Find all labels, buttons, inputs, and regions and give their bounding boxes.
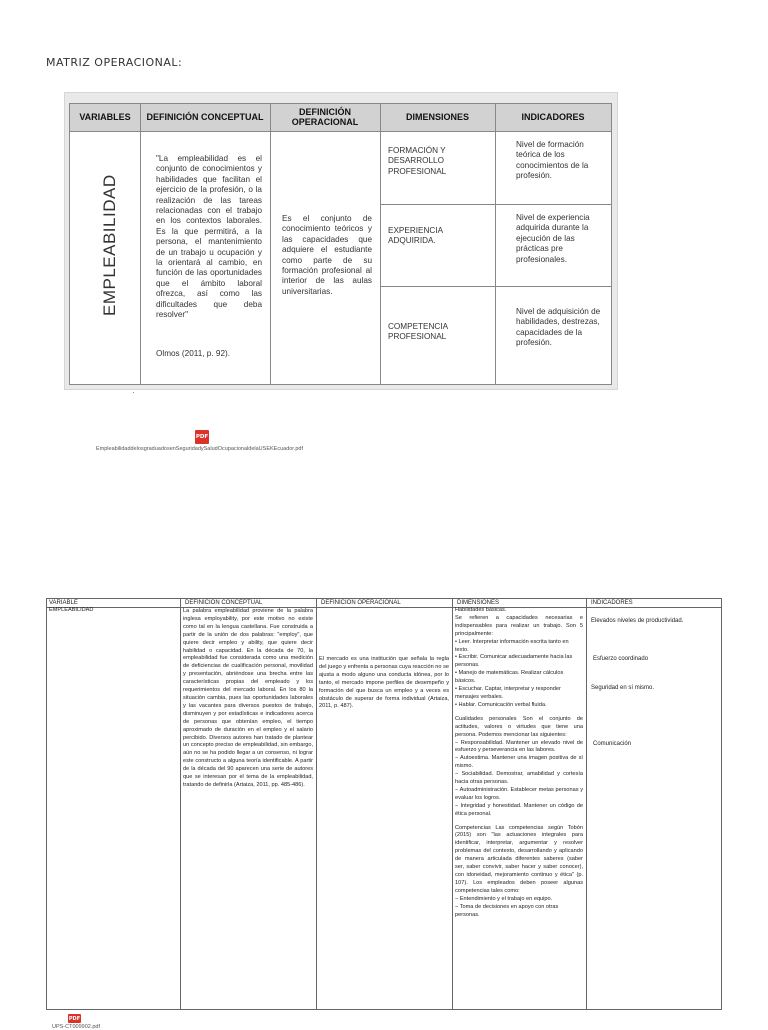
dim-item: • Escribir. Comunicar adecuadamente hacia las personas. <box>455 654 573 669</box>
indicator-experiencia: Nivel de experiencia adquirida durante la ejecución de las prácticas pre profesionales. <box>516 213 590 264</box>
variable-empleabilidad: EMPLEABILIDAD <box>100 174 119 316</box>
def-conceptual-citation: Olmos (2011, p. 92). <box>156 349 231 358</box>
indicator-competencia: Nivel de adquisición de habilidades, destrezas, capacidades de la profesión. <box>516 307 601 348</box>
dim-item: • Leer. Interpretar información escrita tanto en texto. <box>455 638 569 653</box>
dim-item: • Escuchar. Captar, interpretar y responder mensajes verbales. <box>455 686 561 700</box>
header-def-conceptual: DEFINICIÓN CONCEPTUAL <box>140 104 270 132</box>
header-dimensiones-2: DIMENSIONES <box>457 600 500 606</box>
attachment-link-empleabilidad[interactable]: EmpleabilidaddelosgraduadosenSeguridadySaludOcupacionaldelaUSEKEcuador.pdf <box>96 446 304 452</box>
header-indicadores: INDICADORES <box>495 104 611 132</box>
dimension-experiencia: EXPERIENCIA ADQUIRIDA. <box>388 226 443 246</box>
dim-item: − Integridad y honestidad. Mantener un código de ética personal. <box>455 802 583 817</box>
indicator-seguridad: Seguridad en sí mismo. <box>591 685 655 691</box>
operational-matrix-image <box>64 92 618 390</box>
pdf-icon[interactable]: PDF <box>68 1015 81 1022</box>
dimension-formacion: FORMACIÓN Y DESARROLLO PROFESIONAL <box>388 146 447 176</box>
variable-cell: EMPLEABILIDAD <box>49 607 94 613</box>
dim-item: − Autoestima. Mantener una imagen positiva de sí mismo. <box>455 755 583 770</box>
indicator-comunicacion: Comunicación <box>593 741 632 747</box>
header-indicadores-2: INDICADORES <box>591 600 633 606</box>
indicator-productividad: Elevados niveles de productividad. <box>591 618 684 624</box>
header-variable: VARIABLE <box>49 600 78 606</box>
page-title: MATRIZ OPERACIONAL: <box>46 56 183 69</box>
def-conceptual-2-text: La palabra empleabilidad proviene de la palabra inglesa employability, por este motivo no existe como tal en la lengua castellana. Fue construida a partir de la unión de dos palabras: "employ", que quiere decir empleo y ability, que quiere decir habilidad o capacidad. En la década de 70, la empleabilidad fue considerada como una medición de deficiencias de cualificación personal, movilidad y presentación, abriéndose una brecha entre las características propias del empleado y los requerimientos del mercado laboral. En los 80 la situación cambia, pues las oportunidades laborales y las vacantes para diversos puestos de trabajo, disminuyen y por estadísticas e indicadores acerca de personas que obtenían empleo, el tiempo aproximado de duración en el empleo y el salario percibido. Diversos autores han tratado de plantear un concepto preciso de empleabilidad, sin embargo, aún no se ha podido llegar a un consenso, ni lograr este constructo a alguna teoría identificable. A partir de la década del 90 aparecen una serie de autores que se interesan por el tema de la empleabilidad, tratando de definirla (Artaiza, 2011, pp. 485-486). <box>183 608 313 788</box>
dim-item: − Sociabilidad. Demostrar, amabilidad y cortesía hacia otras personas. <box>455 771 583 786</box>
header-def-operacional: DEFINICIÓN OPERACIONAL <box>270 104 380 132</box>
dim-item: − Responsabilidad. Mantener un elevado nivel de esfuerzo y perseverancia en las labores. <box>455 739 583 754</box>
def-operacional-text: Es el conjunto de conocimiento teóricos y las capacidades que adquiere el estudiante como parte de su formación profesional al interior de las aulas universitarias. <box>282 214 372 296</box>
dim-item: − Entendimiento y el trabajo en equipo. <box>455 895 553 902</box>
indicator-formacion: Nivel de formación teórica de los conocimientos de la profesión. <box>516 140 589 181</box>
def-operacional-2-text: El mercado es una institución que señala la regla del juego y enfrenta a personas cuya reacción no se ajusta a modo alguno una conducta idónea, por lo tanto, el mercado impone perfiles de desempeño y formación del que busca un empleo y a veces es obstáculo de superar de forma individual (Artaiza, 2011, p. 487). <box>319 656 449 710</box>
pdf-icon[interactable]: PDF <box>195 430 209 444</box>
dim-competencias-desc: Competencias Las competencias según Tobón (2015) son "las actuaciones integrales para identificar, interpretar, argumentar y resolver problemas del contexto, desarrollando y aplicando de manera articulada diferentes saberes (saber ser, saber convivir, saber hacer y saber conocer), con idoneidad, mejoramiento continuo y ética" (p. 107). Los empleados deben poseer algunas competencias tales como: <box>455 824 583 894</box>
header-def-operacional-2: DEFINICION OPERACIONAL <box>321 600 401 606</box>
def-conceptual-text: "La empleabilidad es el conjunto de conocimientos y habilidades que facilitan el ejercicio de la profesión, o la realización de las tareas relacionadas con el trabajo en los contextos laborales. Es la que permitirá, a la persona, el mantenimiento de un trabajo u ocupación y la orientará al cambio, en función de las oportunidades que el ámbito laboral ofrezca, así como las dificultades que deba resolver" <box>156 154 262 320</box>
dimension-competencia: COMPETENCIA PROFESIONAL <box>388 322 448 342</box>
dimensiones-2-text <box>455 607 583 919</box>
dim-habilidades-title: Habilidades básicas. <box>455 607 507 613</box>
header-def-conceptual-2: DEFINICION CONCEPTUAL <box>185 600 263 606</box>
attachment-link-ups[interactable]: UPS-CT009902.pdf <box>52 1024 100 1030</box>
matrix-table <box>69 103 612 385</box>
matrix-table-2 <box>46 598 722 1010</box>
stray-dot: · <box>132 388 135 397</box>
dim-habilidades-desc: Se refieren a capacidades necesarias e indispensables para realizar un trabajo. Son 5 principalmente: <box>455 614 583 637</box>
dim-item: • Hablar. Comunicación verbal fluida. <box>455 701 547 708</box>
header-dimensiones: DIMENSIONES <box>380 104 495 132</box>
col-variable <box>47 599 181 1009</box>
indicator-esfuerzo: Esfuerzo coordinado <box>593 656 649 662</box>
dim-item: • Manejo de matemáticas. Realizar cálculos básicos. <box>455 670 564 685</box>
dim-cualidades-desc: Cualidades personales Son el conjunto de actitudes, valores o virtudes que tiene una persona. Podemos mencionar las siguientes: <box>455 715 583 738</box>
dim-item: − Toma de decisiones en apoyo con otras personas. <box>455 903 559 918</box>
header-variables: VARIABLES <box>70 104 140 132</box>
dim-item: − Autoadministración. Establecer metas personas y evaluar los logros. <box>455 786 583 801</box>
